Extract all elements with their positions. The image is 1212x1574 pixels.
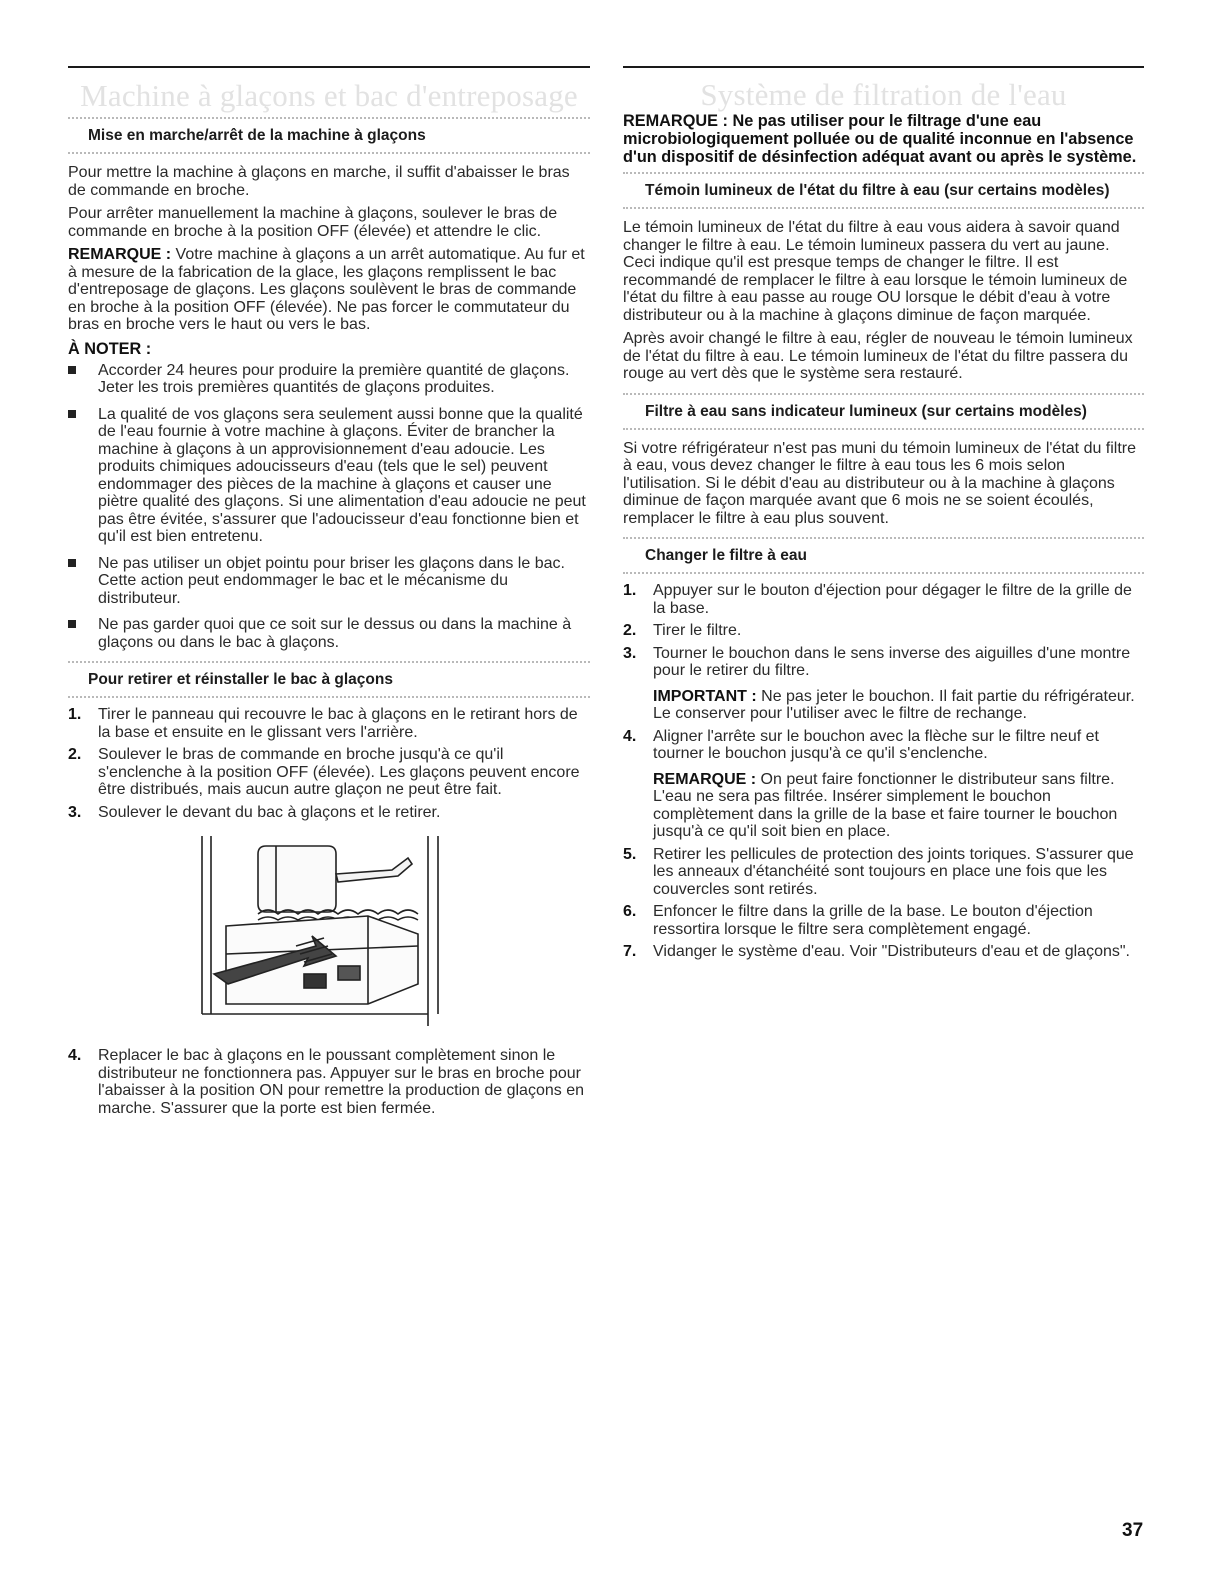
list-item-text: Accorder 24 heures pour produire la première quantité de glaçons. Jeter les trois premières quantités de glaçons produites. [98,361,570,396]
warning-paragraph: REMARQUE : Ne pas utiliser pour le filtrage d'une eau microbiologiquement polluée ou de qualité inconnue en l'absence d'un dispositif de désinfection adéquat avant ou après le système. [623,112,1137,166]
bullet-square-icon [68,559,76,567]
list-item [68,1047,590,1117]
ice-bin-illustration [68,834,590,1028]
subheading-ice-maker-onoff: Mise en marche/arrêt de la machine à glaçons [88,127,426,144]
step-text: Tirer le panneau qui recouvre le bac à glaçons en le retirant hors de la base et ensuite en le glissant vers l'arrière. [98,706,578,741]
remark-label: REMARQUE : [68,246,172,263]
paragraph: Après avoir changé le filtre à eau, régler de nouveau le témoin lumineux de l'état du filtre à eau. Le témoin lumineux de l'état du filtre passera du rouge au vert dès que le système sera restauré. [623,330,1133,382]
left-column [68,66,590,1122]
divider [68,152,590,154]
note-bullet-list [68,362,590,652]
list-item [623,943,1144,961]
step-number: 2. [623,622,637,639]
step-text: Retirer les pellicules de protection des joints toriques. S'assurer que les anneaux d'étanchéité sont toujours en place une fois que les couvercles sont retirés. [653,845,1134,898]
subheading-remove-bin: Pour retirer et réinstaller le bac à glaçons [88,671,393,688]
important-text: Ne pas jeter le bouchon. Il fait partie du réfrigérateur. Le conserver pour l'utiliser avec le filtre de rechange. [653,687,1135,722]
step-text: Enfoncer le filtre dans la grille de la base. Le bouton d'éjection ressortira lorsque le filtre sera complètement engagé. [653,903,1093,938]
subheading-change-filter: Changer le filtre à eau [645,547,807,564]
paragraph: Pour arrêter manuellement la machine à glaçons, soulever le bras de commande en broche à la position OFF (élevée) et attendre le clic. [68,205,558,240]
remark-text: On peut faire fonctionner le distributeur sans filtre. L'eau ne sera pas filtrée. Insérer simplement le bouchon complètement dans la grille de la base et faire tourner le bouchon jusqu'à ce qu'il soit bien en place. [653,770,1118,840]
step-number: 3. [623,644,637,662]
list-item [68,555,590,608]
remark-note [653,771,1144,841]
subheading-filter-status-light: Témoin lumineux de l'état du filtre à eau (sur certains modèles) [645,182,1110,199]
divider [623,207,1144,209]
list-item [623,582,1144,617]
step-text: Tourner le bouchon dans le sens inverse des aiguilles d'une montre pour le retirer du filtre. [653,644,1131,679]
step-number: 5. [623,845,637,863]
list-item-text: Ne pas garder quoi que ce soit sur le dessus ou dans la machine à glaçons ou dans le bac à glaçons. [98,616,572,651]
list-item [623,622,1144,640]
top-rule [623,66,1144,68]
step-number: 1. [68,706,82,723]
step-text: Aligner l'arrête sur le bouchon avec la flèche sur le filtre neuf et tourner le bouchon jusqu'à ce qu'il s'enclenche. [653,727,1099,762]
page-number: 37 [1122,1520,1144,1541]
step-text: Appuyer sur le bouton d'éjection pour dégager le filtre de la grille de la base. [653,582,1132,617]
right-column [623,66,1144,966]
divider [623,428,1144,430]
list-item [623,645,1144,723]
paragraph: Le témoin lumineux de l'état du filtre à eau vous aidera à savoir quand changer le filtre à eau. Le témoin lumineux passera du vert au jaune. Ceci indique qu'il est presque temps de changer le filtre. Il est recommandé de remplacer le filtre à eau lorsque le témoin lumineux de l'état du filtre à eau passe au rouge OU lorsque le débit d'eau à votre distributeur ou à la machine à glaçons diminue de façon marquée. [623,219,1128,324]
step-text: Soulever le devant du bac à glaçons et le retirer. [98,803,441,821]
divider [623,572,1144,574]
step-number: 3. [68,803,82,821]
remark-paragraph [68,246,590,334]
step-text: Soulever le bras de commande en broche jusqu'à ce qu'il s'enclenche à la position OFF (élevée). Les glaçons peuvent encore être distribués, mais aucun autre glaçon ne peut être fait. [98,746,580,798]
section-title-water-filtration: Système de filtration de l'eau [700,77,1067,112]
bullet-square-icon [68,620,76,628]
list-item [68,804,590,822]
change-filter-steps [623,582,1144,961]
list-item [68,706,590,741]
remove-bin-step-4 [68,1047,590,1117]
list-item-text: La qualité de vos glaçons sera seulement aussi bonne que la qualité de l'eau fournie à votre machine à glaçons. Éviter de brancher la machine à glaçons à un approvisionnement d'eau adoucie. Les produits chimiques adoucisseurs d'eau (tels que le sel) peuvent endommager des pièces de la machine à glaçons et causer une piètre qualité des glaçons. Si une alimentation d'eau adoucie ne peut pas être évitée, s'assurer que l'adoucisseur d'eau fonctionne bien et qu'il est bien entretenu. [98,405,586,545]
list-item [68,616,590,651]
step-number: 2. [68,746,82,763]
list-item-text: Ne pas utiliser un objet pointu pour briser les glaçons dans le bac. Cette action peut endommager le bac et le mécanisme du distributeur. [98,554,565,607]
step-text: Vidanger le système d'eau. Voir "Distributeurs d'eau et de glaçons". [653,943,1130,960]
important-label: IMPORTANT : [653,687,757,705]
remark-text: Votre machine à glaçons a un arrêt automatique. Au fur et à mesure de la fabrication de la glace, les glaçons remplissent le bac d'entreposage de glaçons. Les glaçons soulèvent le bras de commande en broche à la position OFF (élevée). Ne pas forcer le commutateur du bras en broche vers le haut ou vers le bas. [68,246,585,333]
step-number: 7. [623,943,637,960]
list-item [68,406,590,546]
step-number: 4. [68,1047,82,1064]
list-item [623,903,1144,938]
step-text: Tirer le filtre. [653,622,742,639]
step-text: Replacer le bac à glaçons en le poussant complètement sinon le distributeur ne fonctionnera pas. Appuyer sur le bras en broche pour l'abaisser à la position ON pour remettre la production de glaçons en marche. S'assurer que la porte est bien fermée. [98,1047,584,1117]
list-item [623,846,1144,899]
bullet-square-icon [68,366,76,374]
divider [68,696,590,698]
list-item [68,362,590,397]
list-item [623,728,1144,841]
remove-bin-steps [68,706,590,821]
step-number: 6. [623,903,637,920]
step-number: 1. [623,582,637,599]
list-item [68,746,590,799]
note-label: À NOTER : [68,339,152,358]
section-title-ice-maker: Machine à glaçons et bac d'entreposage [80,78,578,113]
bullet-square-icon [68,410,76,418]
remark-label: REMARQUE : [653,770,757,788]
important-note [653,688,1144,723]
subheading-filter-no-light: Filtre à eau sans indicateur lumineux (sur certains modèles) [645,402,1087,420]
step-number: 4. [623,727,637,745]
paragraph: Si votre réfrigérateur n'est pas muni du témoin lumineux de l'état du filtre à eau, vous devez changer le filtre à eau tous les 6 mois selon l'utilisation. Si le débit d'eau au distributeur ou à la machine à glaçons diminue de façon marquée avant que 6 mois ne se soient écoulés, remplacer le filtre à eau plus souvent. [623,439,1137,527]
top-rule [68,66,590,68]
paragraph: Pour mettre la machine à glaçons en marche, il suffit d'abaisser le bras de commande en broche. [68,164,570,199]
